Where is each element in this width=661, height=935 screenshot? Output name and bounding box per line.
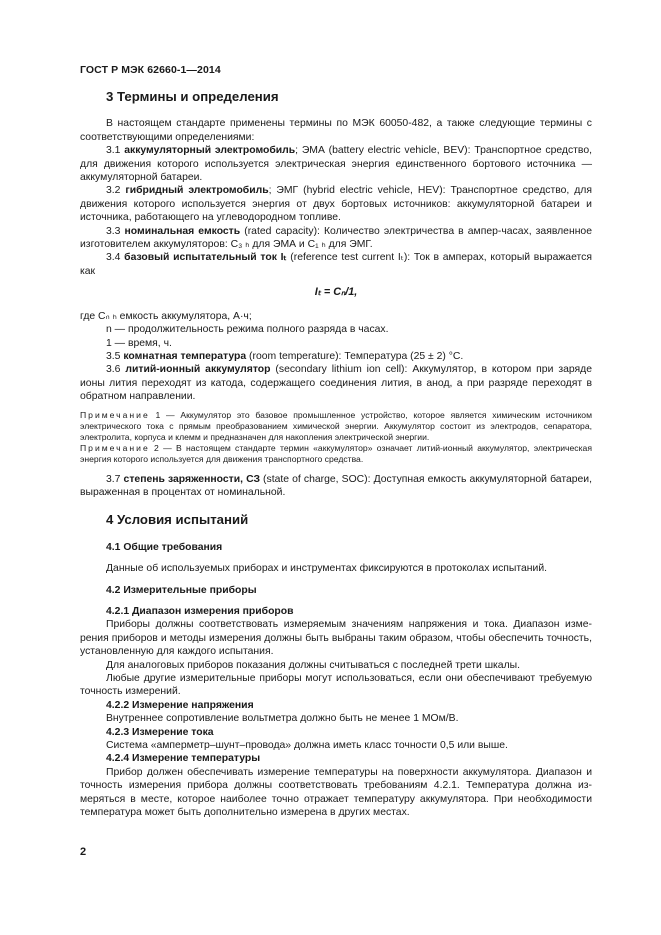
page-number: 2 <box>80 846 87 858</box>
term-definition: (state of charge, SOC): Доступная емкость аккумуляторной батареи, выраженная в процентах от номинальной. <box>80 473 592 498</box>
term-name: комнатная температура <box>123 350 247 362</box>
page-content <box>80 90 592 819</box>
formula-where-2: n — продолжительность режима полного разряда в часах. <box>106 324 389 336</box>
section-4-2-3-title: 4.2.3 Измерение тока <box>106 726 214 738</box>
section-4-1-title: 4.1 Общие требования <box>106 541 223 553</box>
section-4-2-title: 4.2 Измерительные приборы <box>106 584 257 596</box>
term-number: 3.7 <box>106 473 124 485</box>
term-3-3 <box>80 225 592 252</box>
term-definition: ; ЭМГ (hybrid electric vehicle, HEV): Транспортное средство, для движения которого используется энергия от двух бортовых источников: аккумуляторной батареи и источника, работающего на углеводородном топливе. <box>80 185 592 224</box>
term-number: 3.3 <box>106 225 125 237</box>
term-3-6 <box>80 363 592 403</box>
note-label: Примечание <box>80 442 150 453</box>
section-4-2-1-p2: Для аналоговых приборов показания должны считываться с последней трети шкалы. <box>106 659 520 671</box>
formula-where-3: 1 — время, ч. <box>106 337 172 349</box>
term-definition: (reference test current Iₜ): Ток в амперах, который выражается как <box>80 252 592 277</box>
section-4-2-4-text: Прибор должен обеспечивать измерение температуры на поверхности аккумулятора. Диапазон и точность измерения прибора должны соответствовать требованиям 4.2.1. Температура должна измеряться в месте, которое наиболее точно отражает температуру аккумулятора. При необходимости температура может быть дополнительно измерена в других местах. <box>80 766 592 819</box>
section-4-1-text: Данные об используемых приборах и инструментах фиксируются в протоколах испытаний. <box>106 563 548 575</box>
term-3-4 <box>80 251 592 278</box>
term-number: 3.2 <box>106 185 126 197</box>
term-definition: (room temperature): Температура (25 ± 2) °C. <box>246 350 464 362</box>
term-definition: (rated capacity): Количество электричества в ампер-часах, заявленное изготовителем аккумуляторов: C₃ ₕ для ЭМА и C₁ ₕ для ЭМГ. <box>80 225 592 251</box>
formula-where-1: где Cₙ ₕ емкость аккумулятора, А·ч; <box>80 310 252 322</box>
term-3-1 <box>80 144 592 184</box>
term-name: литий-ионный аккумулятор <box>125 364 271 376</box>
section-4-2-2-title: 4.2.2 Измерение напряжения <box>106 699 254 711</box>
section-4-title: 4 Условия испытаний <box>106 512 249 528</box>
term-3-2 <box>80 184 592 224</box>
term-3-7 <box>80 473 592 500</box>
section-4-2-1-p1: Приборы должны соответствовать измеряемым значениям напряжения и тока. Диапазон измерения приборов и методы измерения должны быть выбраны таким образом, чтобы обеспечить точность, установленную для каждого испытания. <box>80 619 592 658</box>
note-1 <box>80 410 592 443</box>
note-2 <box>80 443 592 465</box>
term-3-5 <box>80 350 592 363</box>
term-name: аккумуляторный электромобиль <box>124 145 296 157</box>
term-name: номинальная емкость <box>124 225 241 237</box>
section-4-2-4-title: 4.2.4 Измерение температуры <box>106 753 261 765</box>
section-4-2-1-title: 4.2.1 Диапазон измерения приборов <box>106 605 294 617</box>
term-number: 3.1 <box>106 145 125 157</box>
term-definition: ; ЭМА (battery electric vehicle, BEV): Транспортное средство, для движения которого используется электрическая энергия единственного бортового источника — аккумуляторной батареи. <box>80 145 592 184</box>
term-definition: (secondary lithium ion cell): Аккумулятор, в котором при заряде ионы лития переходят из катода, содержащего соединения лития, в анод, а при разряде переходят в обратном направлении. <box>80 364 592 403</box>
term-name: базовый испытательный ток Iₜ <box>124 252 287 264</box>
term-name: степень заряженности, СЗ <box>123 473 260 485</box>
note-text: 1 — Аккумулятор это базовое промышленное устройство, которое является химическим источником электрического тока с прямым преобразованием химической энергии. Аккумулятор состоит из электродов, сепаратора, электролита, корпуса и клемм и предназначен для накопления электрической энергии. <box>80 409 592 442</box>
section-3-intro: В настоящем стандарте применены термины по МЭК 60050-482, а также следующие термины с соответствующими определениями: <box>80 118 592 143</box>
note-label: Примечание <box>80 409 150 420</box>
section-4-2-1-p3: Любые другие измерительные приборы могут использоваться, если они обеспечивают требуемую точность измерений. <box>80 673 592 698</box>
section-3-title: 3 Термины и определения <box>106 89 279 104</box>
formula: Iₜ = Cₙ/1, <box>314 286 358 299</box>
term-name: гибридный электромобиль <box>125 185 269 197</box>
note-text: 2 — В настоящем стандарте термин «аккумулятор» означает литий-ионный аккумулятор, электрическая энергия которого используется для движения транспортного средства. <box>80 442 592 464</box>
term-number: 3.4 <box>106 252 125 264</box>
section-4-2-2-text: Внутреннее сопротивление вольтметра должно быть не менее 1 МОм/В. <box>106 713 459 725</box>
term-number: 3.6 <box>106 364 126 376</box>
section-4-2-3-text: Система «амперметр–шунт–провода» должна иметь класс точности 0,5 или выше. <box>106 740 508 752</box>
document-header: ГОСТ Р МЭК 62660-1—2014 <box>80 64 221 76</box>
term-number: 3.5 <box>106 350 124 362</box>
